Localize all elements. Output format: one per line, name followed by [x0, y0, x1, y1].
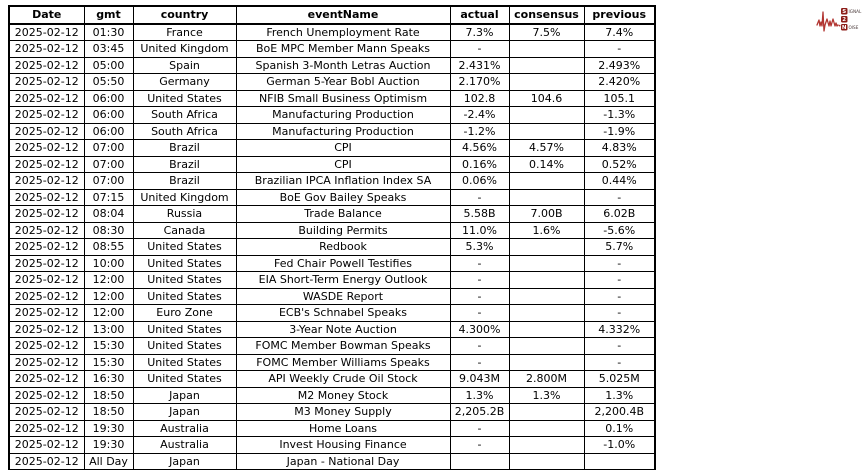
event-table-body	[9, 24, 655, 470]
cell-consensus	[509, 453, 584, 470]
cell-event-name: BoE Gov Bailey Speaks	[236, 189, 450, 206]
cell-gmt: All Day	[84, 453, 133, 470]
table-row	[9, 239, 655, 256]
cell-consensus: 0.14%	[509, 156, 584, 173]
cell-actual: 2,205.2B	[450, 404, 509, 421]
cell-event-name: Manufacturing Production	[236, 107, 450, 124]
cell-date: 2025-02-12	[9, 338, 84, 355]
cell-event-name: Fed Chair Powell Testifies	[236, 255, 450, 272]
cell-gmt: 06:00	[84, 90, 133, 107]
col-header-gmt: gmt	[84, 6, 133, 24]
cell-country: United States	[133, 272, 236, 289]
table-row	[9, 453, 655, 470]
table-row	[9, 255, 655, 272]
cell-gmt: 12:00	[84, 288, 133, 305]
cell-country: Brazil	[133, 173, 236, 190]
cell-previous: -	[584, 272, 655, 289]
cell-actual: -	[450, 41, 509, 58]
header-row	[9, 6, 655, 24]
cell-consensus	[509, 354, 584, 371]
cell-date: 2025-02-12	[9, 140, 84, 157]
cell-country: United States	[133, 321, 236, 338]
table-row	[9, 189, 655, 206]
table-row	[9, 387, 655, 404]
cell-previous: 5.025M	[584, 371, 655, 388]
table-row	[9, 123, 655, 140]
table-row	[9, 41, 655, 58]
cell-date: 2025-02-12	[9, 222, 84, 239]
cell-date: 2025-02-12	[9, 156, 84, 173]
cell-country: Germany	[133, 74, 236, 91]
cell-previous: 0.1%	[584, 420, 655, 437]
cell-country: Spain	[133, 57, 236, 74]
cell-consensus	[509, 123, 584, 140]
cell-date: 2025-02-12	[9, 123, 84, 140]
cell-actual: 9.043M	[450, 371, 509, 388]
table-row	[9, 437, 655, 454]
cell-date: 2025-02-12	[9, 404, 84, 421]
cell-event-name: BoE MPC Member Mann Speaks	[236, 41, 450, 58]
cell-actual: 4.56%	[450, 140, 509, 157]
table-row	[9, 206, 655, 223]
cell-gmt: 12:00	[84, 305, 133, 322]
cell-consensus	[509, 305, 584, 322]
cell-gmt: 08:55	[84, 239, 133, 256]
cell-country: Brazil	[133, 140, 236, 157]
cell-event-name: French Unemployment Rate	[236, 24, 450, 41]
cell-event-name: API Weekly Crude Oil Stock	[236, 371, 450, 388]
cell-event-name: FOMC Member Bowman Speaks	[236, 338, 450, 355]
cell-event-name: EIA Short-Term Energy Outlook	[236, 272, 450, 289]
cell-gmt: 12:00	[84, 272, 133, 289]
cell-date: 2025-02-12	[9, 173, 84, 190]
cell-previous: -5.6%	[584, 222, 655, 239]
cell-consensus	[509, 404, 584, 421]
economic-calendar-table-container	[8, 5, 656, 470]
cell-previous: -1.0%	[584, 437, 655, 454]
col-header-actual: actual	[450, 6, 509, 24]
cell-consensus	[509, 288, 584, 305]
cell-consensus: 1.6%	[509, 222, 584, 239]
cell-previous: -1.9%	[584, 123, 655, 140]
cell-event-name: 3-Year Note Auction	[236, 321, 450, 338]
table-row	[9, 74, 655, 91]
cell-actual: 7.3%	[450, 24, 509, 41]
cell-actual: -2.4%	[450, 107, 509, 124]
cell-event-name: CPI	[236, 140, 450, 157]
cell-event-name: German 5-Year Bobl Auction	[236, 74, 450, 91]
cell-country: United States	[133, 371, 236, 388]
cell-consensus: 7.00B	[509, 206, 584, 223]
cell-date: 2025-02-12	[9, 288, 84, 305]
cell-date: 2025-02-12	[9, 305, 84, 322]
cell-consensus: 104.6	[509, 90, 584, 107]
cell-event-name: WASDE Report	[236, 288, 450, 305]
cell-country: Russia	[133, 206, 236, 223]
economic-calendar-table	[8, 5, 656, 470]
cell-date: 2025-02-12	[9, 420, 84, 437]
cell-date: 2025-02-12	[9, 41, 84, 58]
cell-actual: -	[450, 338, 509, 355]
cell-country: France	[133, 24, 236, 41]
logo-badge-s: S	[842, 9, 847, 16]
cell-consensus	[509, 57, 584, 74]
cell-actual: -	[450, 420, 509, 437]
cell-consensus	[509, 74, 584, 91]
table-row	[9, 321, 655, 338]
col-header-date: Date	[9, 6, 84, 24]
cell-gmt: 08:30	[84, 222, 133, 239]
cell-gmt: 07:15	[84, 189, 133, 206]
cell-event-name: Invest Housing Finance	[236, 437, 450, 454]
cell-country: United States	[133, 288, 236, 305]
signal2noise-logo	[816, 5, 864, 37]
cell-actual: 102.8	[450, 90, 509, 107]
col-header-country: country	[133, 6, 236, 24]
cell-gmt: 07:00	[84, 140, 133, 157]
cell-consensus	[509, 189, 584, 206]
cell-event-name: NFIB Small Business Optimism	[236, 90, 450, 107]
cell-actual	[450, 453, 509, 470]
cell-date: 2025-02-12	[9, 189, 84, 206]
cell-previous: 2.493%	[584, 57, 655, 74]
cell-actual: -	[450, 437, 509, 454]
cell-date: 2025-02-12	[9, 107, 84, 124]
cell-gmt: 05:50	[84, 74, 133, 91]
cell-gmt: 15:30	[84, 338, 133, 355]
cell-gmt: 18:50	[84, 387, 133, 404]
cell-event-name: ECB's Schnabel Speaks	[236, 305, 450, 322]
cell-event-name: Japan - National Day	[236, 453, 450, 470]
cell-date: 2025-02-12	[9, 24, 84, 41]
cell-consensus	[509, 272, 584, 289]
cell-event-name: Brazilian IPCA Inflation Index SA	[236, 173, 450, 190]
cell-actual: 0.16%	[450, 156, 509, 173]
cell-previous: 4.332%	[584, 321, 655, 338]
cell-country: United States	[133, 239, 236, 256]
cell-date: 2025-02-12	[9, 354, 84, 371]
cell-actual: -	[450, 354, 509, 371]
cell-country: Japan	[133, 453, 236, 470]
cell-actual: -	[450, 272, 509, 289]
cell-gmt: 07:00	[84, 173, 133, 190]
cell-gmt: 16:30	[84, 371, 133, 388]
cell-consensus: 4.57%	[509, 140, 584, 157]
cell-consensus	[509, 420, 584, 437]
cell-country: United States	[133, 338, 236, 355]
cell-previous: -	[584, 288, 655, 305]
cell-consensus: 7.5%	[509, 24, 584, 41]
cell-consensus	[509, 255, 584, 272]
cell-country: Japan	[133, 404, 236, 421]
cell-event-name: Spanish 3-Month Letras Auction	[236, 57, 450, 74]
cell-consensus	[509, 173, 584, 190]
cell-previous: 2,200.4B	[584, 404, 655, 421]
table-row	[9, 140, 655, 157]
cell-event-name: M3 Money Supply	[236, 404, 450, 421]
cell-gmt: 06:00	[84, 123, 133, 140]
cell-actual: -	[450, 189, 509, 206]
cell-gmt: 01:30	[84, 24, 133, 41]
cell-country: United Kingdom	[133, 189, 236, 206]
table-row	[9, 371, 655, 388]
cell-actual: -	[450, 288, 509, 305]
cell-event-name: Trade Balance	[236, 206, 450, 223]
cell-actual: 1.3%	[450, 387, 509, 404]
cell-event-name: Redbook	[236, 239, 450, 256]
cell-previous: -1.3%	[584, 107, 655, 124]
cell-actual: 11.0%	[450, 222, 509, 239]
cell-country: Japan	[133, 387, 236, 404]
cell-date: 2025-02-12	[9, 371, 84, 388]
cell-country: Brazil	[133, 156, 236, 173]
cell-consensus: 1.3%	[509, 387, 584, 404]
table-row	[9, 404, 655, 421]
cell-country: United States	[133, 255, 236, 272]
cell-gmt: 05:00	[84, 57, 133, 74]
cell-actual: -	[450, 305, 509, 322]
cell-event-name: Manufacturing Production	[236, 123, 450, 140]
cell-previous: 1.3%	[584, 387, 655, 404]
table-row	[9, 222, 655, 239]
cell-consensus	[509, 41, 584, 58]
cell-date: 2025-02-12	[9, 272, 84, 289]
cell-country: United States	[133, 354, 236, 371]
cell-gmt: 08:04	[84, 206, 133, 223]
cell-gmt: 10:00	[84, 255, 133, 272]
table-row	[9, 305, 655, 322]
logo-badge-n: N	[841, 25, 847, 32]
cell-previous: 7.4%	[584, 24, 655, 41]
table-row	[9, 354, 655, 371]
cell-date: 2025-02-12	[9, 74, 84, 91]
cell-event-name: FOMC Member Williams Speaks	[236, 354, 450, 371]
cell-previous: -	[584, 305, 655, 322]
cell-gmt: 18:50	[84, 404, 133, 421]
cell-previous: 2.420%	[584, 74, 655, 91]
cell-consensus	[509, 338, 584, 355]
table-row	[9, 272, 655, 289]
logo-badge-2: 2	[842, 17, 847, 24]
cell-actual: 0.06%	[450, 173, 509, 190]
cell-previous: -	[584, 354, 655, 371]
cell-consensus	[509, 321, 584, 338]
cell-previous: 6.02B	[584, 206, 655, 223]
cell-actual: -	[450, 255, 509, 272]
cell-country: United Kingdom	[133, 41, 236, 58]
cell-gmt: 03:45	[84, 41, 133, 58]
cell-previous: 0.44%	[584, 173, 655, 190]
cell-previous: 4.83%	[584, 140, 655, 157]
cell-event-name: Building Permits	[236, 222, 450, 239]
cell-date: 2025-02-12	[9, 255, 84, 272]
cell-previous: 5.7%	[584, 239, 655, 256]
cell-date: 2025-02-12	[9, 387, 84, 404]
heartbeat-waveform-icon	[817, 12, 841, 31]
cell-previous: -	[584, 189, 655, 206]
col-header-previous: previous	[584, 6, 655, 24]
cell-date: 2025-02-12	[9, 437, 84, 454]
cell-previous: -	[584, 255, 655, 272]
table-row	[9, 24, 655, 41]
cell-actual: 2.170%	[450, 74, 509, 91]
table-row	[9, 420, 655, 437]
cell-date: 2025-02-12	[9, 90, 84, 107]
cell-previous: -	[584, 41, 655, 58]
cell-country: Canada	[133, 222, 236, 239]
cell-date: 2025-02-12	[9, 57, 84, 74]
cell-date: 2025-02-12	[9, 321, 84, 338]
cell-gmt: 13:00	[84, 321, 133, 338]
table-row	[9, 57, 655, 74]
cell-actual: 5.58B	[450, 206, 509, 223]
cell-gmt: 15:30	[84, 354, 133, 371]
cell-consensus: 2.800M	[509, 371, 584, 388]
cell-actual: 5.3%	[450, 239, 509, 256]
table-row	[9, 173, 655, 190]
cell-country: Euro Zone	[133, 305, 236, 322]
cell-consensus	[509, 239, 584, 256]
cell-event-name: M2 Money Stock	[236, 387, 450, 404]
table-row	[9, 288, 655, 305]
col-header-event-name: eventName	[236, 6, 450, 24]
cell-country: South Africa	[133, 107, 236, 124]
logo-text	[841, 8, 862, 31]
cell-event-name: Home Loans	[236, 420, 450, 437]
logo-word-oise: OISE	[848, 25, 859, 30]
cell-event-name: CPI	[236, 156, 450, 173]
cell-consensus	[509, 107, 584, 124]
cell-date: 2025-02-12	[9, 453, 84, 470]
cell-actual: -1.2%	[450, 123, 509, 140]
table-row	[9, 90, 655, 107]
table-row	[9, 338, 655, 355]
cell-previous: 105.1	[584, 90, 655, 107]
cell-country: South Africa	[133, 123, 236, 140]
cell-date: 2025-02-12	[9, 239, 84, 256]
cell-gmt: 06:00	[84, 107, 133, 124]
cell-previous: -	[584, 338, 655, 355]
cell-country: Australia	[133, 420, 236, 437]
cell-actual: 2.431%	[450, 57, 509, 74]
cell-consensus	[509, 437, 584, 454]
cell-previous: 0.52%	[584, 156, 655, 173]
cell-actual: 4.300%	[450, 321, 509, 338]
table-header	[9, 6, 655, 24]
cell-country: Australia	[133, 437, 236, 454]
cell-gmt: 19:30	[84, 437, 133, 454]
table-row	[9, 156, 655, 173]
cell-gmt: 07:00	[84, 156, 133, 173]
cell-previous	[584, 453, 655, 470]
table-row	[9, 107, 655, 124]
cell-date: 2025-02-12	[9, 206, 84, 223]
cell-country: United States	[133, 90, 236, 107]
logo-word-ignal: IGNAL	[848, 9, 862, 14]
col-header-consensus: consensus	[509, 6, 584, 24]
cell-gmt: 19:30	[84, 420, 133, 437]
